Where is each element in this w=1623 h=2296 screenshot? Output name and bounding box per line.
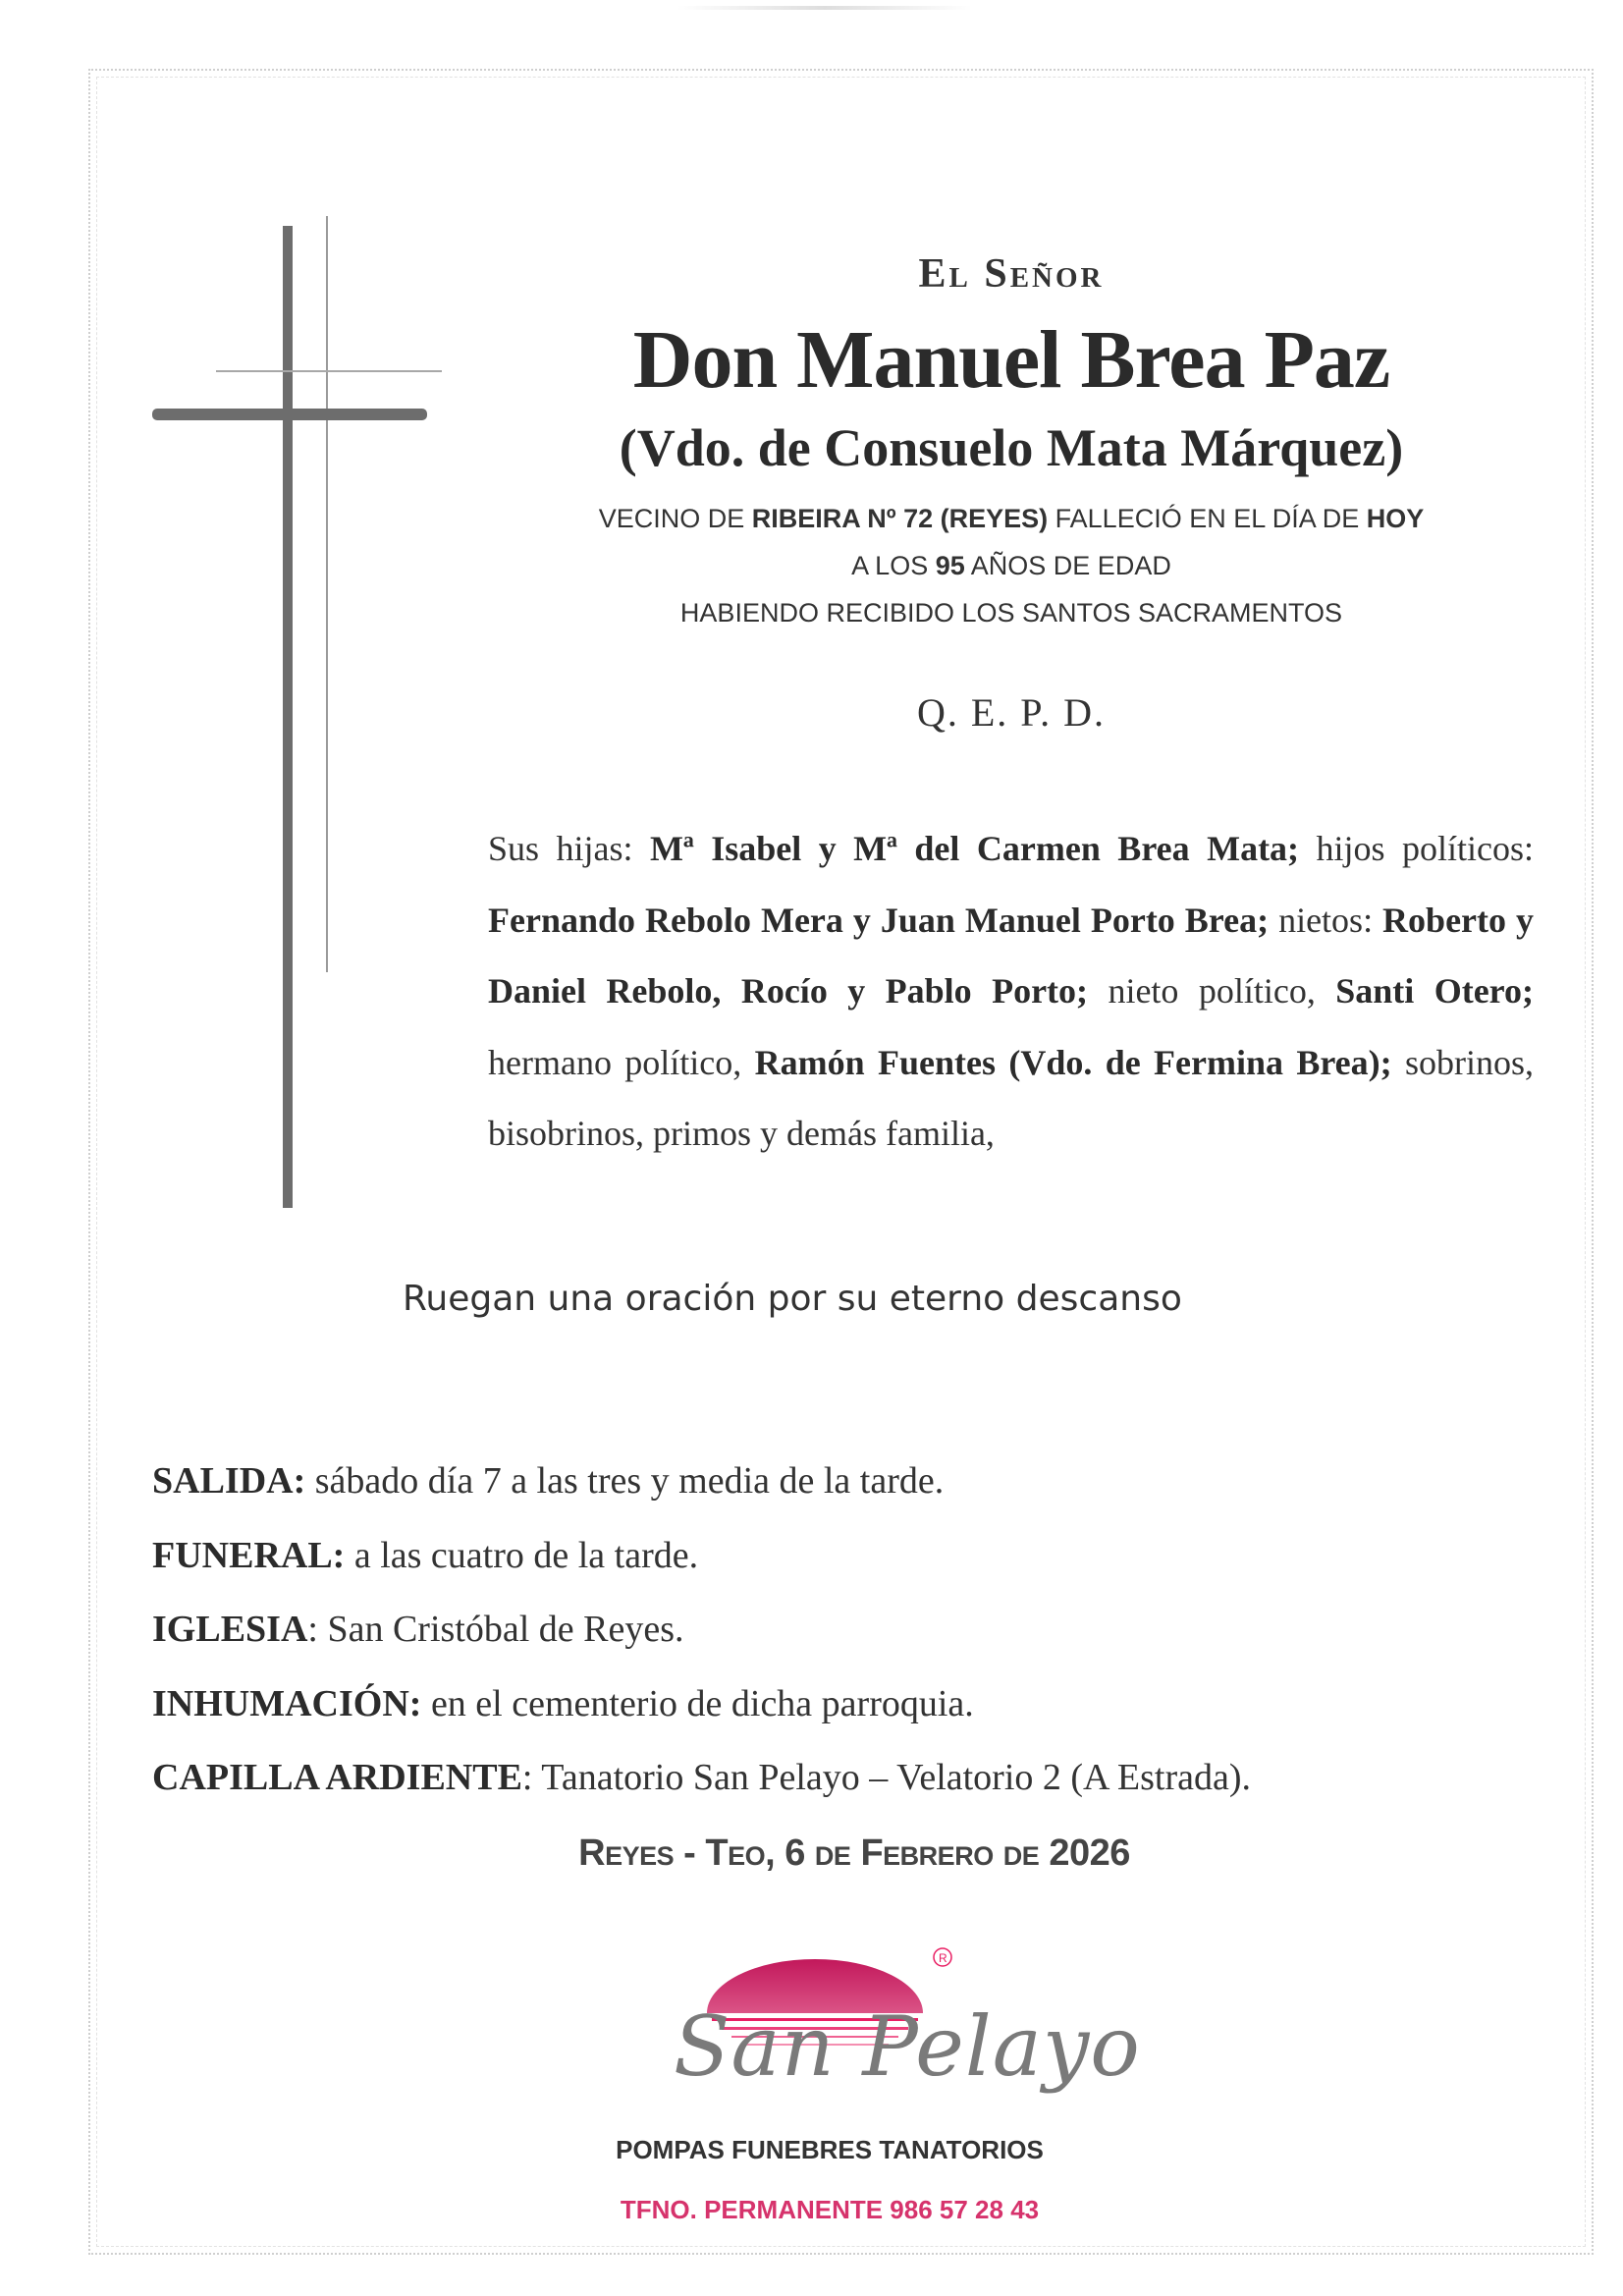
place-date-line: Reyes - Teo, 6 de Febrero de 2026 <box>578 1832 1130 1874</box>
prayer-request: Ruegan una oración por su eterno descanso <box>403 1279 1182 1319</box>
scan-artifact-line <box>677 6 972 10</box>
family-paragraph: Sus hijas: Mª Isabel y Mª del Carmen Brea Mata; hijos políticos: Fernando Rebolo Mera y Juan Manuel Porto Brea; nietos: Roberto y Daniel Rebolo, Rocío y Pablo Porto; nieto político, Santi Otero; hermano político, Ramón Fuentes (Vdo. de Fermina Brea); sobrinos, bisobrinos, primos y demás familia, <box>488 829 1534 1153</box>
schedule-inhumacion: INHUMACIÓN: en el cementerio de dicha parroquia. <box>152 1683 974 1724</box>
schedule-funeral: FUNERAL: a las cuatro de la tarde. <box>152 1535 699 1576</box>
cross-icon <box>147 216 442 1218</box>
deceased-name: Don Manuel Brea Paz <box>632 314 1390 406</box>
logo-wordmark: San Pelayo <box>674 1998 1141 2095</box>
residence-line: VECINO DE RIBEIRA Nº 72 (REYES) FALLECIÓ EN EL DÍA DE HOY <box>598 504 1425 533</box>
schedule-iglesia: IGLESIA: San Cristóbal de Reyes. <box>152 1609 684 1650</box>
schedule-capilla: CAPILLA ARDIENTE: Tanatorio San Pelayo – Velatorio 2 (A Estrada). <box>152 1757 1251 1798</box>
company-tagline: POMPAS FUNEBRES TANATORIOS <box>616 2135 1044 2164</box>
phone-line: TFNO. PERMANENTE 986 57 28 43 <box>620 2195 1040 2224</box>
svg-text:R: R <box>939 1951 947 1965</box>
widow-of: (Vdo. de Consuelo Mata Márquez) <box>619 418 1404 477</box>
qepd: Q. E. P. D. <box>916 690 1107 735</box>
schedule-salida: SALIDA: sábado día 7 a las tres y media de la tarde. <box>152 1460 945 1502</box>
age-line: A LOS 95 AÑOS DE EDAD <box>851 551 1171 580</box>
sacraments-line: HABIENDO RECIBIDO LOS SANTOS SACRAMENTOS <box>679 598 1343 628</box>
title-el-senor: El Señor <box>918 251 1105 297</box>
